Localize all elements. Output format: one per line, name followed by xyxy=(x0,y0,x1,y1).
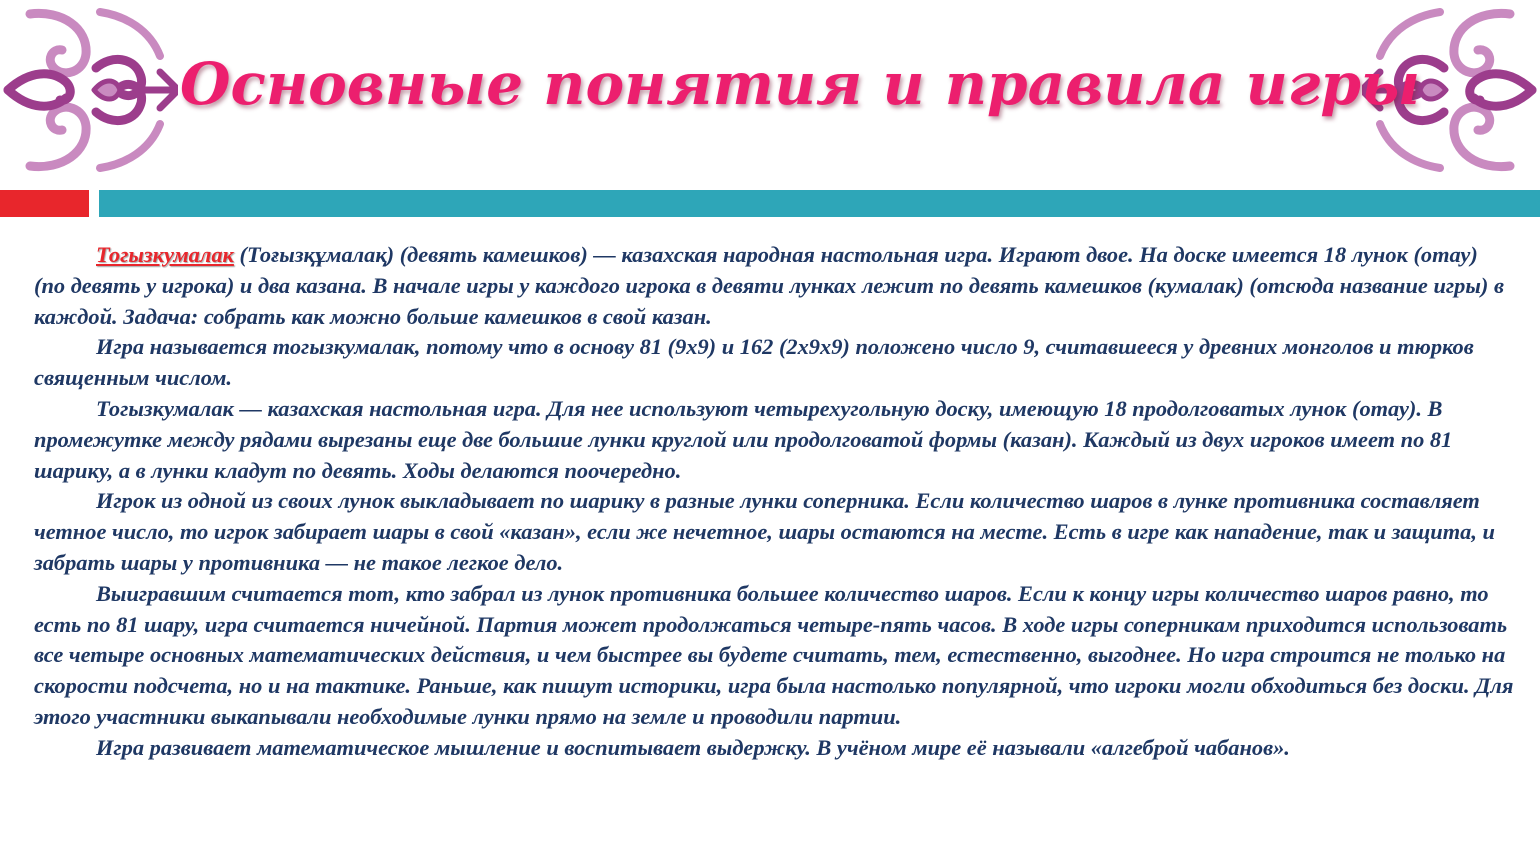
slide-title: Основные понятия и правила игры xyxy=(180,50,1421,118)
accent-bar-teal xyxy=(99,190,1540,217)
paragraph-6: Игра развивает математическое мышление и воспитывает выдержку. В учёном мире её называли «алгеброй чабанов». xyxy=(96,734,1290,760)
paragraph-3: Тогызкумалак — казахская настольная игра. Для нее используют четырехугольную доску, имеющую 18 продолговатых лунок (отау). В промежутке между рядами вырезаны еще две большие лунки круглой или продолговатой формы (казан). Каждый из двух игроков имеет по 81 шарику, а в лунки кладут по девять. Ходы делаются поочередно. xyxy=(34,395,1453,483)
paragraph-1-text: (Тоғызқұмалақ) (девять камешков) — казахская народная настольная игра. Играют двое. На доске имеется 18 лунок (отау) (по девять у игрока) и два казана. В начале игры у каждого игрока в девяти лунках лежит по девять камешков (кумалак) (отсюда название игры) в каждой. Задача: собрать как можно больше камешков в свой казан. xyxy=(34,242,1504,329)
kazakh-ornament-icon xyxy=(0,8,178,172)
body-text xyxy=(34,240,1514,764)
paragraph-1 xyxy=(34,240,1514,332)
paragraph-2: Игра называется тогызкумалак, потому что в основу 81 (9х9) и 162 (2х9х9) положено число 9, считавшееся у древних монголов и тюрков священным числом. xyxy=(34,334,1474,391)
paragraph-4: Игрок из одной из своих лунок выкладывает по шарику в разные лунки соперника. Если количество шаров в лунке противника составляет четное число, то игрок забирает шары в свой «казан», если же нечетное, шары остаются на месте. Есть в игре как нападение, так и защита, и забрать шары у противника — не такое легкое дело. xyxy=(34,488,1495,575)
paragraph-5: Выигравшим считается тот, кто забрал из лунок противника большее количество шаров. Если к концу игры количество шаров равно, то есть по 81 шару, игра считается ничейной. Партия может продолжаться четыре-пять часов. В ходе игры соперникам приходится использовать все четыре основных математических действия, и чем быстрее вы будете считать, тем, естественно, выгоднее. Но игра строится не только на скорости подсчета, но и на тактике. Раньше, как пишут историки, игра была настолько популярной, что игроки могли обходиться без доски. Для этого участники выкапывали необходимые лунки прямо на земле и проводили партии. xyxy=(34,580,1514,729)
term-link[interactable]: Тогызкумалак xyxy=(96,242,234,267)
accent-bar-red xyxy=(0,190,89,217)
